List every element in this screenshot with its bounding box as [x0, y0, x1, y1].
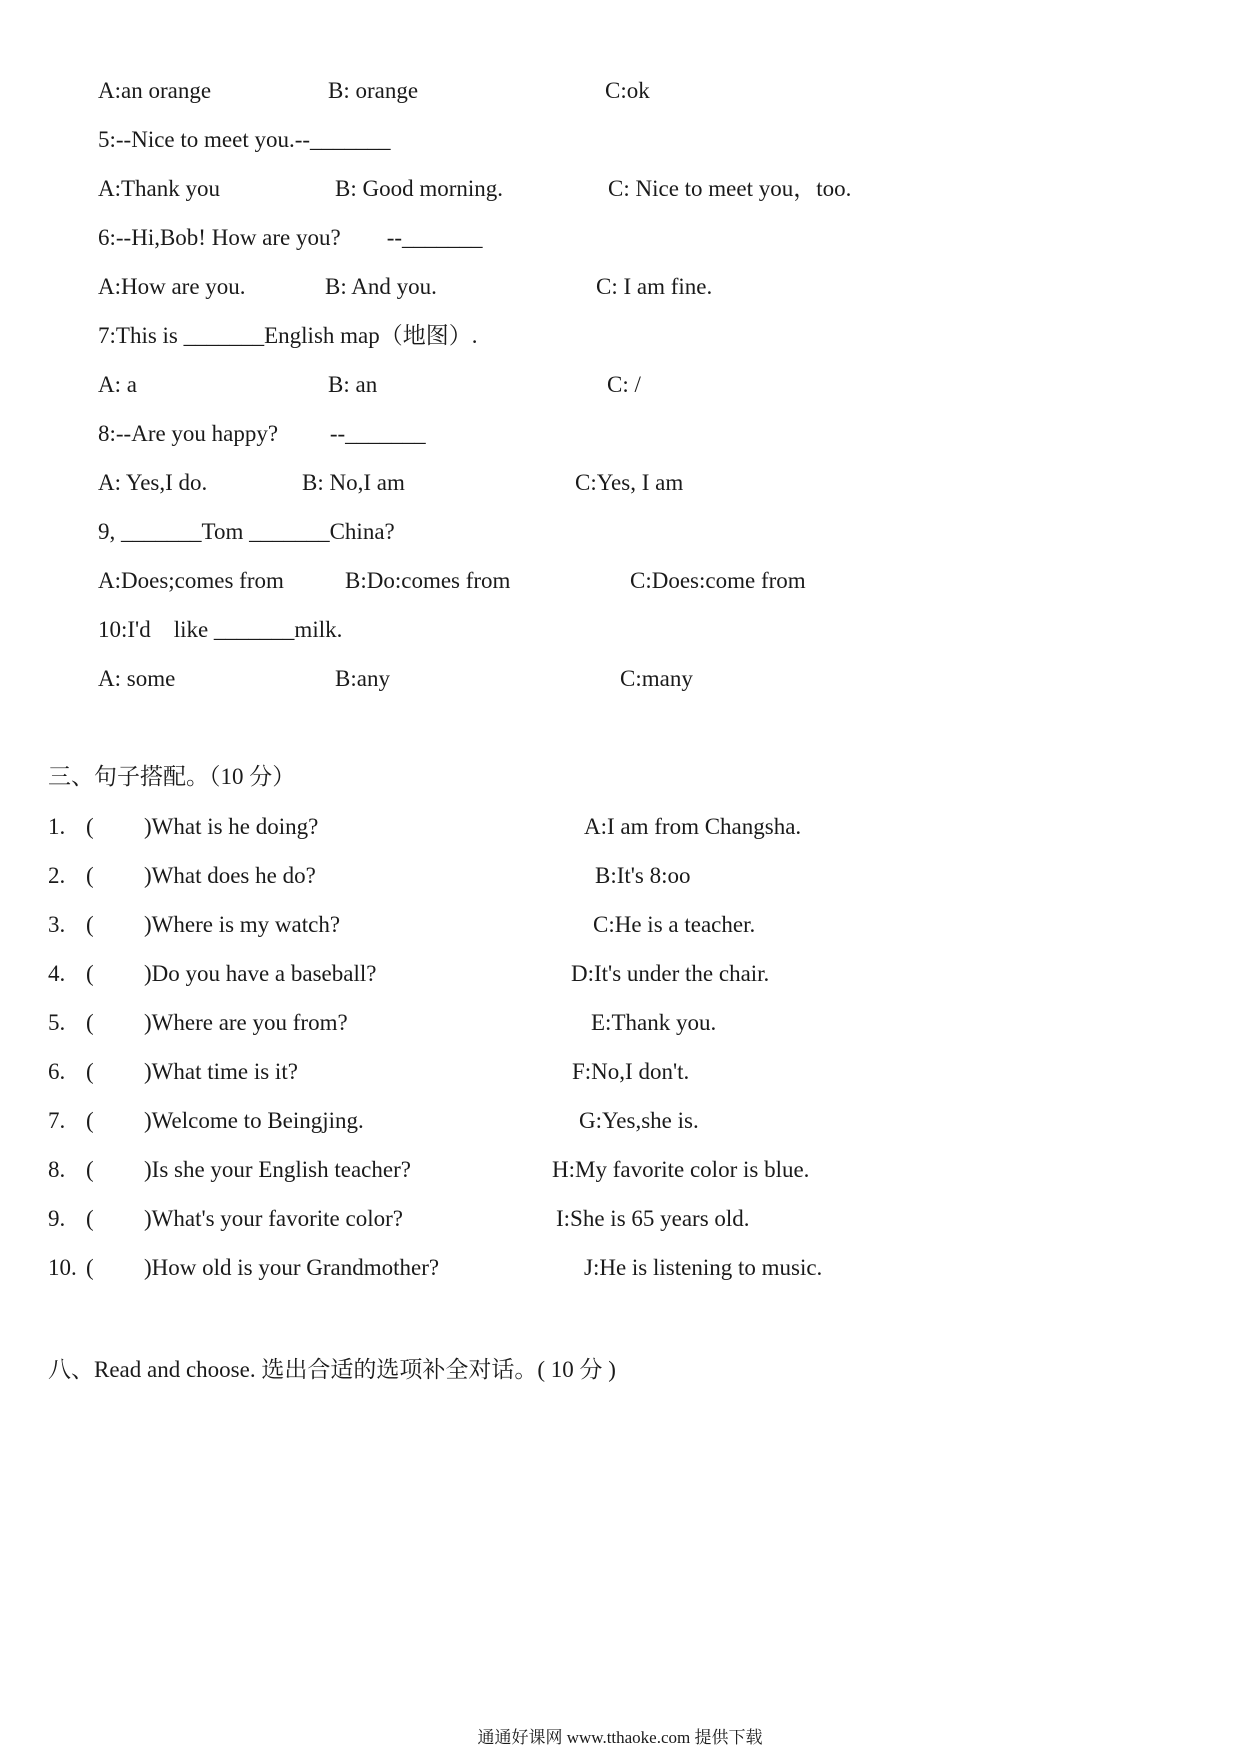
match-answer-option: I:She is 65 years old. [556, 1206, 750, 1231]
q10-option-a: A: some [98, 666, 176, 691]
match-question: )What time is it? [144, 1059, 298, 1084]
section-3-heading: 三、句子搭配。（10 分） [48, 764, 296, 789]
match-item-number: 9. [48, 1206, 66, 1231]
match-answer-blank[interactable]: ( [86, 863, 94, 888]
q8-option-c: C:Yes, I am [575, 470, 684, 495]
match-item-number: 2. [48, 863, 66, 888]
q10-option-c: C:many [620, 666, 693, 691]
match-answer-option: J:He is listening to music. [584, 1255, 823, 1280]
match-question: )Do you have a baseball? [144, 961, 377, 986]
q9-option-a: A:Does;comes from [98, 568, 284, 593]
match-question: )What's your favorite color? [144, 1206, 403, 1231]
match-question: )What does he do? [144, 863, 316, 888]
match-answer-option: E:Thank you. [591, 1010, 717, 1035]
match-question: )Where is my watch? [144, 912, 341, 937]
page-footer: 通通好课网 www.tthaoke.com 提供下载 [477, 1728, 763, 1747]
match-item-number: 8. [48, 1157, 66, 1182]
q8-option-b: B: No,I am [302, 470, 405, 495]
match-answer-blank[interactable]: ( [86, 1255, 94, 1280]
match-answer-blank[interactable]: ( [86, 961, 94, 986]
question-7: 7:This is _______English map（地图）. [98, 323, 478, 348]
q5-option-c: C: Nice to meet you，too. [608, 176, 852, 201]
question-9: 9, _______Tom _______China? [98, 519, 395, 544]
question-8: 8:--Are you happy? --_______ [98, 421, 426, 446]
q6-option-c: C: I am fine. [596, 274, 713, 299]
match-answer-blank[interactable]: ( [86, 1157, 94, 1182]
question-10: 10:I'd like _______milk. [98, 617, 343, 642]
q9-option-b: B:Do:comes from [345, 568, 511, 593]
q7-option-c: C: / [607, 372, 641, 397]
q4-option-a: A:an orange [98, 78, 212, 103]
match-question: )What is he doing? [144, 814, 319, 839]
match-answer-option: F:No,I don't. [572, 1059, 690, 1084]
match-item-number: 4. [48, 961, 66, 986]
q4-option-b: B: orange [328, 78, 419, 103]
match-answer-option: D:It's under the chair. [571, 961, 770, 986]
q7-option-a: A: a [98, 372, 137, 397]
match-answer-option: G:Yes,she is. [579, 1108, 699, 1133]
match-question: )Is she your English teacher? [144, 1157, 411, 1182]
match-answer-option: B:It's 8:oo [595, 863, 691, 888]
match-item-number: 3. [48, 912, 66, 937]
match-item-number: 1. [48, 814, 66, 839]
question-5: 5:--Nice to meet you.--_______ [98, 127, 391, 152]
match-item-number: 5. [48, 1010, 66, 1035]
q6-option-a: A:How are you. [98, 274, 246, 299]
q5-option-b: B: Good morning. [335, 176, 504, 201]
match-answer-blank[interactable]: ( [86, 1206, 94, 1231]
match-item-number: 7. [48, 1108, 66, 1133]
q7-option-b: B: an [328, 372, 378, 397]
question-6: 6:--Hi,Bob! How are you? --_______ [98, 225, 483, 250]
q10-option-b: B:any [335, 666, 390, 691]
match-item-number: 10. [48, 1255, 77, 1280]
match-question: )Where are you from? [144, 1010, 348, 1035]
section-8-heading: 八、Read and choose. 选出合适的选项补全对话。( 10 分 ) [48, 1357, 616, 1382]
match-answer-blank[interactable]: ( [86, 1108, 94, 1133]
match-answer-option: C:He is a teacher. [593, 912, 756, 937]
match-item-number: 6. [48, 1059, 66, 1084]
q6-option-b: B: And you. [325, 274, 437, 299]
q9-option-c: C:Does:come from [630, 568, 806, 593]
match-question: )Welcome to Beingjing. [144, 1108, 364, 1133]
match-question: )How old is your Grandmother? [144, 1255, 440, 1280]
q5-option-a: A:Thank you [98, 176, 221, 201]
match-answer-option: A:I am from Changsha. [584, 814, 802, 839]
q8-option-a: A: Yes,I do. [98, 470, 208, 495]
match-answer-blank[interactable]: ( [86, 1059, 94, 1084]
match-answer-blank[interactable]: ( [86, 814, 94, 839]
q4-option-c: C:ok [605, 78, 650, 103]
match-answer-option: H:My favorite color is blue. [552, 1157, 810, 1182]
match-answer-blank[interactable]: ( [86, 1010, 94, 1035]
match-answer-blank[interactable]: ( [86, 912, 94, 937]
